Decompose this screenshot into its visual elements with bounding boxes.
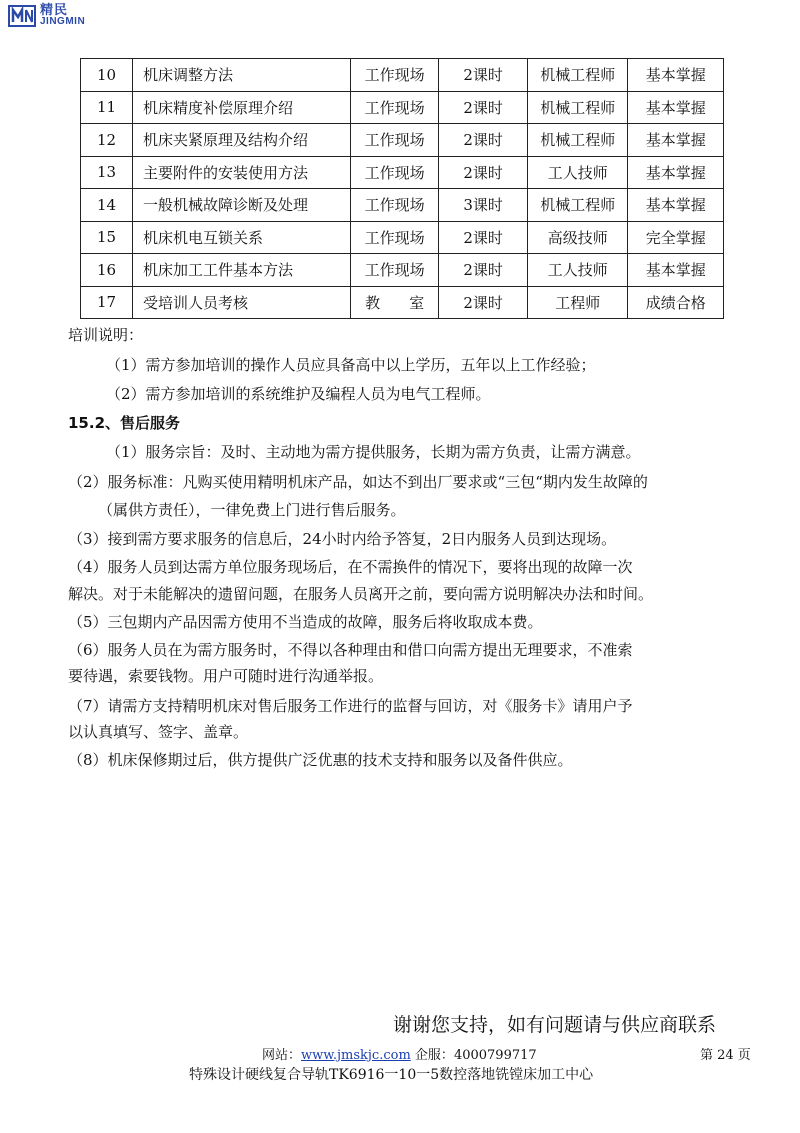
course-name: 机床机电互锁关系 [133,221,351,254]
course-location: 工作现场 [351,189,439,222]
row-number: 14 [81,189,133,222]
course-name: 一般机械故障诊断及处理 [133,189,351,222]
service-line: （4）服务人员到达需方单位服务现场后，在不需换件的情况下，要将出现的故障一次 [68,558,633,576]
table-row [81,286,724,319]
service-line: 解决。对于未能解决的遗留问题，在服务人员离开之前，要向需方说明解决办法和时间。 [68,585,654,603]
course-teacher: 机械工程师 [528,124,628,157]
course-level: 基本掌握 [628,254,724,287]
course-location-char-b: 室 [409,293,425,312]
training-table [80,58,724,319]
training-notes-title: 培训说明： [68,326,144,344]
course-location: 工作现场 [351,124,439,157]
course-location-char-a: 教 [365,293,381,312]
training-note: （1）需方参加培训的操作人员应具备高中以上学历，五年以上工作经验； [106,356,596,374]
table-row [81,254,724,287]
row-number: 17 [81,286,133,319]
course-level: 基本掌握 [628,59,724,92]
table-row [81,221,724,254]
course-hours: 2课时 [439,156,528,189]
course-hours: 2课时 [439,91,528,124]
course-level: 基本掌握 [628,189,724,222]
service-line: （7）请需方支持精明机床对售后服务工作进行的监督与回访，对《服务卡》请用户予 [68,697,633,715]
phone-number: 4000799717 [453,1048,537,1063]
course-location: 工作现场 [351,254,439,287]
course-teacher: 高级技师 [528,221,628,254]
company-logo [8,4,85,27]
row-number: 10 [81,59,133,92]
table-row [81,59,724,92]
course-teacher: 工人技师 [528,254,628,287]
course-location: 工作现场 [351,59,439,92]
course-teacher: 机械工程师 [528,91,628,124]
table-row [81,156,724,189]
service-line: （3）接到需方要求服务的信息后，24小时内给予答复，2日内服务人员到达现场。 [68,530,617,548]
service-line: 要待遇，索要钱物。用户可随时进行沟通举报。 [68,667,384,685]
service-line: （1）服务宗旨：及时、主动地为需方提供服务，长期为需方负责，让需方满意。 [106,443,641,461]
row-number: 12 [81,124,133,157]
website-label: 网站： [262,1048,302,1063]
course-level: 基本掌握 [628,124,724,157]
service-line: （5）三包期内产品因需方使用不当造成的故障，服务后将收取成本费。 [68,613,543,631]
training-note: （2）需方参加培训的系统维护及编程人员为电气工程师。 [106,385,491,403]
course-level: 基本掌握 [628,91,724,124]
phone-label: 企服： [414,1048,454,1063]
service-line: （6）服务人员在为需方服务时，不得以各种理由和借口向需方提出无理要求，不准索 [68,641,633,659]
course-name: 机床加工工件基本方法 [133,254,351,287]
row-number: 13 [81,156,133,189]
table-row [81,124,724,157]
row-number: 16 [81,254,133,287]
course-name: 机床调整方法 [133,59,351,92]
course-hours: 2课时 [439,221,528,254]
course-location: 工作现场 [351,221,439,254]
course-hours: 2课时 [439,254,528,287]
course-name: 机床夹紧原理及结构介绍 [133,124,351,157]
course-name: 受培训人员考核 [133,286,351,319]
course-location: 工作现场 [351,156,439,189]
section-heading: 15.2、售后服务 [68,414,181,432]
course-name: 主要附件的安装使用方法 [133,156,351,189]
course-name: 机床精度补偿原理介绍 [133,91,351,124]
course-teacher: 机械工程师 [528,189,628,222]
service-line: （属供方责任），一律免费上门进行售后服务。 [98,501,406,519]
footer-title: 特殊设计硬线复合导轨TK6916一10一5数控落地铣镗床加工中心 [189,1067,594,1083]
course-location: 工作现场 [351,91,439,124]
row-number: 15 [81,221,133,254]
course-hours: 2课时 [439,286,528,319]
course-teacher: 工程师 [528,286,628,319]
course-level: 成绩合格 [628,286,724,319]
service-line: 以认真填写、签字、盖章。 [68,723,249,741]
row-number: 11 [81,91,133,124]
course-location [351,286,439,319]
logo-english-name: JINGMIN [40,16,86,27]
table-row [81,189,724,222]
table-row [81,91,724,124]
course-hours: 2课时 [439,124,528,157]
course-hours: 3课时 [439,189,528,222]
course-level: 完全掌握 [628,221,724,254]
contact-line [262,1044,537,1063]
service-line: （8）机床保修期过后，供方提供广泛优惠的技术支持和服务以及备件供应。 [68,751,573,769]
thanks-message: 谢谢您支持，如有问题请与供应商联系 [393,1014,717,1036]
jingmin-logo-icon [8,5,36,27]
course-level: 基本掌握 [628,156,724,189]
course-teacher: 机械工程师 [528,59,628,92]
course-hours: 2课时 [439,59,528,92]
course-teacher: 工人技师 [528,156,628,189]
logo-chinese-name: 精民 [40,3,69,18]
page-number: 第 24 页 [700,1048,751,1063]
service-line: （2）服务标准：凡购买使用精明机床产品，如达不到出厂要求或“三包“期内发生故障的 [68,473,648,491]
website-link[interactable]: www.jmskjc.com [301,1048,411,1063]
